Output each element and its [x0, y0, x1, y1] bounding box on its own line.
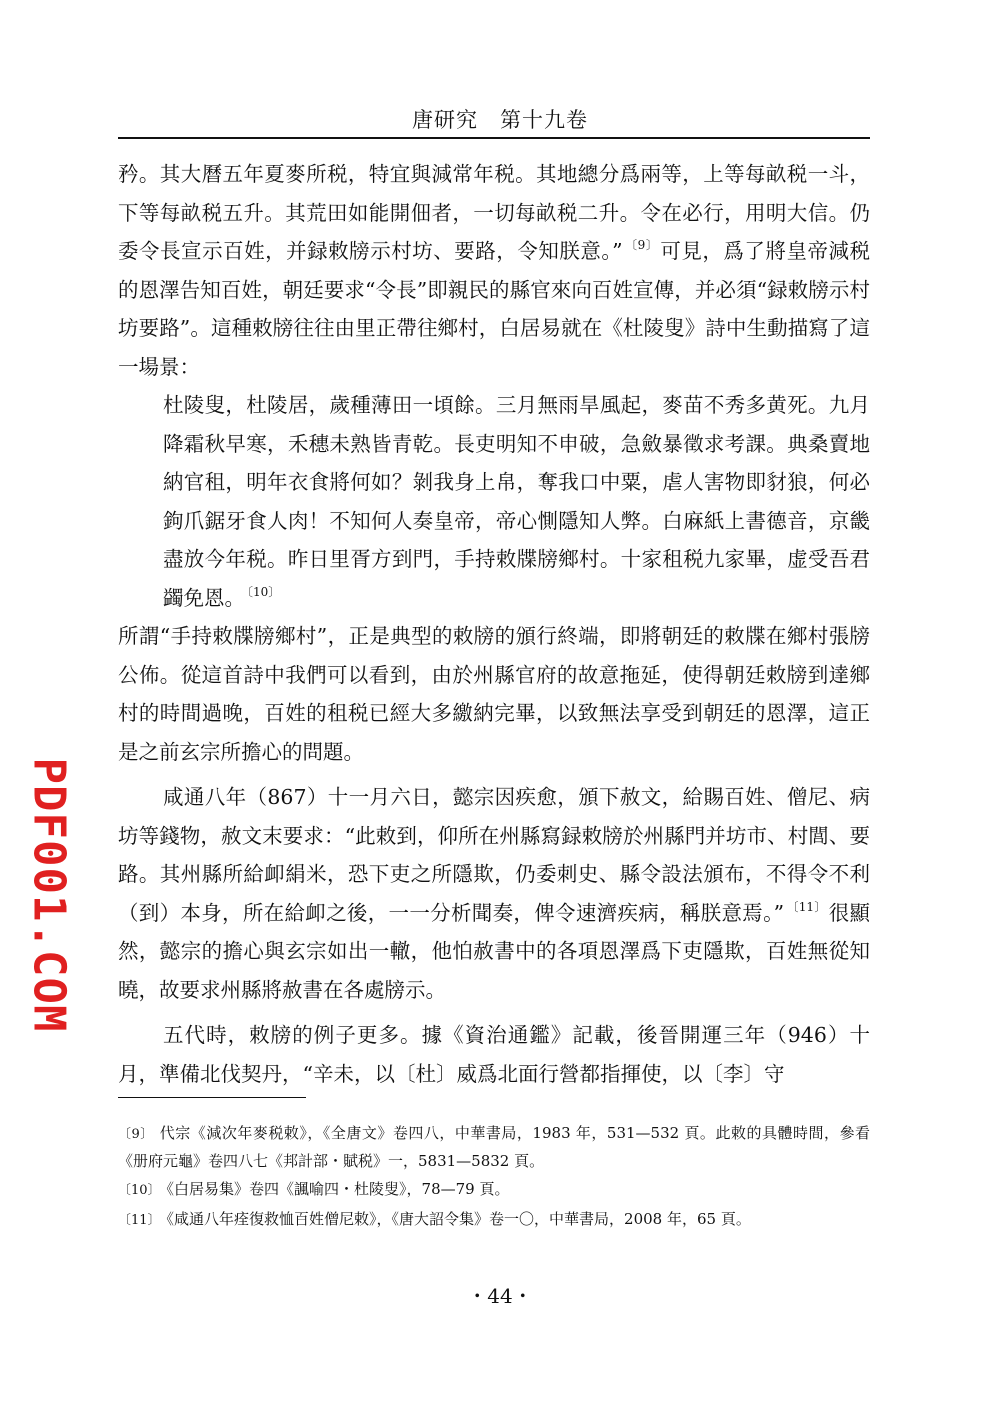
poem-text: 杜陵叟，杜陵居，歲種薄田一頃餘。三月無雨旱風起，麥苗不秀多黄死。九月降霜秋早寒，禾穗未熟皆青乾。長吏明知不申破，急斂暴徵求考課。典桑賣地納官租，明年衣食將何如？剝我身上帛，奪我口中粟，虐人害物即豺狼，何必鉤爪鋸牙食人肉！不知何人奏皇帝，帝心惻隱知人弊。白麻紙上書德音，京畿盡放今年税。昨日里胥方到門，手持敕牒牓鄉村。十家租税九家畢，虚受吾君蠲免恩。	[163, 393, 870, 610]
footnote-10	[118, 1176, 870, 1204]
footnote-number: 〔11〕	[118, 1213, 161, 1228]
footnote-text: 《咸通八年痊復救恤百姓僧尼敕》，《唐大詔令集》卷一〇，中華書局，2008 年，65 頁。	[166, 1210, 751, 1228]
footnote-ref-9: 〔9〕	[624, 238, 659, 252]
page-number: ・44・	[467, 1284, 533, 1308]
paragraph-3	[118, 778, 870, 1009]
paragraph-4: 五代時，敕牓的例子更多。據《資治通鑑》記載，後晉開運三年（946）十月，準備北伐契丹，“辛未，以〔杜〕威爲北面行營都指揮使，以〔李〕守	[118, 1023, 870, 1086]
watermark	[23, 757, 75, 1033]
footnote-rule	[118, 1097, 306, 1098]
footnote-number: 〔9〕	[118, 1127, 154, 1142]
paragraph-3-text: 咸通八年（867）十一月六日，懿宗因疾愈，頒下赦文，給賜百姓、僧尼、病坊等錢物，赦文末要求：“此敕到，仰所在州縣寫録敕牓於州縣門并坊市、村閭、要路。其州縣所給卹絹米，恐下吏之所隱欺，仍委刺史、縣令設法頒布，不得令不利（到）本身，所在給卹之後，一一分析聞奏，俾令速濟疾病，稱朕意焉。”	[118, 785, 870, 925]
poem-quote	[163, 386, 870, 617]
paragraph-2: 所謂“手持敕牒牓鄉村”，正是典型的敕牓的頒行終端，即將朝廷的敕牒在鄉村張牓公佈。從這首詩中我們可以看到，由於州縣官府的故意拖延，使得朝廷敕牓到達鄉村的時間過晚，百姓的租税已經大多繳納完畢，以致無法享受到朝廷的恩澤，這正是之前玄宗所擔心的問題。	[118, 624, 870, 764]
paragraph-3-tail: 很顯然，懿宗的擔心與玄宗如出一轍，他怕赦書中的各項恩澤爲下吏隱欺，百姓無從知曉，故要求州縣將赦書在各處牓示。	[118, 900, 870, 1002]
paragraph-1	[118, 155, 870, 386]
paragraph-1-tail: 可見，爲了將皇帝減税的恩澤告知百姓，朝廷要求“令長”即親民的縣官來向百姓宣傳，并必須“録敕牓示村坊要路”。這種敕牓往往由里正帶往鄉村，白居易就在《杜陵叟》詩中生動描寫了這一場景：	[118, 239, 870, 379]
footnote-ref-11: 〔11〕	[786, 899, 827, 914]
header-rule	[118, 137, 870, 139]
watermark-text: PDF001.COM	[23, 757, 75, 1033]
footnote-11	[118, 1206, 870, 1234]
body-text	[118, 155, 870, 1093]
footnote-text: 代宗《減次年麥税敕》，《全唐文》卷四八，中華書局，1983 年，531—532 頁。此敕的具體時間，參看《册府元龜》卷四八七《邦計部・賦税》一，5831—5832 頁。	[118, 1124, 870, 1170]
footnote-9	[118, 1120, 870, 1174]
paragraph-1-text: 矜。其大曆五年夏麥所税，特宜與減常年税。其地總分爲兩等，上等每畝税一斗，下等每畝税五升。其荒田如能開佃者，一切每畝税二升。令在必行，用明大信。仍委令長宣示百姓，并録敕牓示村坊、要路，令知朕意。”	[118, 162, 870, 263]
footnote-text: 《白居易集》卷四《諷喻四・杜陵叟》，78—79 頁。	[166, 1180, 510, 1198]
running-header: 唐研究 第十九卷	[412, 108, 588, 132]
footnotes	[118, 1120, 870, 1236]
footnote-number: 〔10〕	[118, 1183, 161, 1198]
footnote-ref-10: 〔10〕	[247, 584, 281, 599]
